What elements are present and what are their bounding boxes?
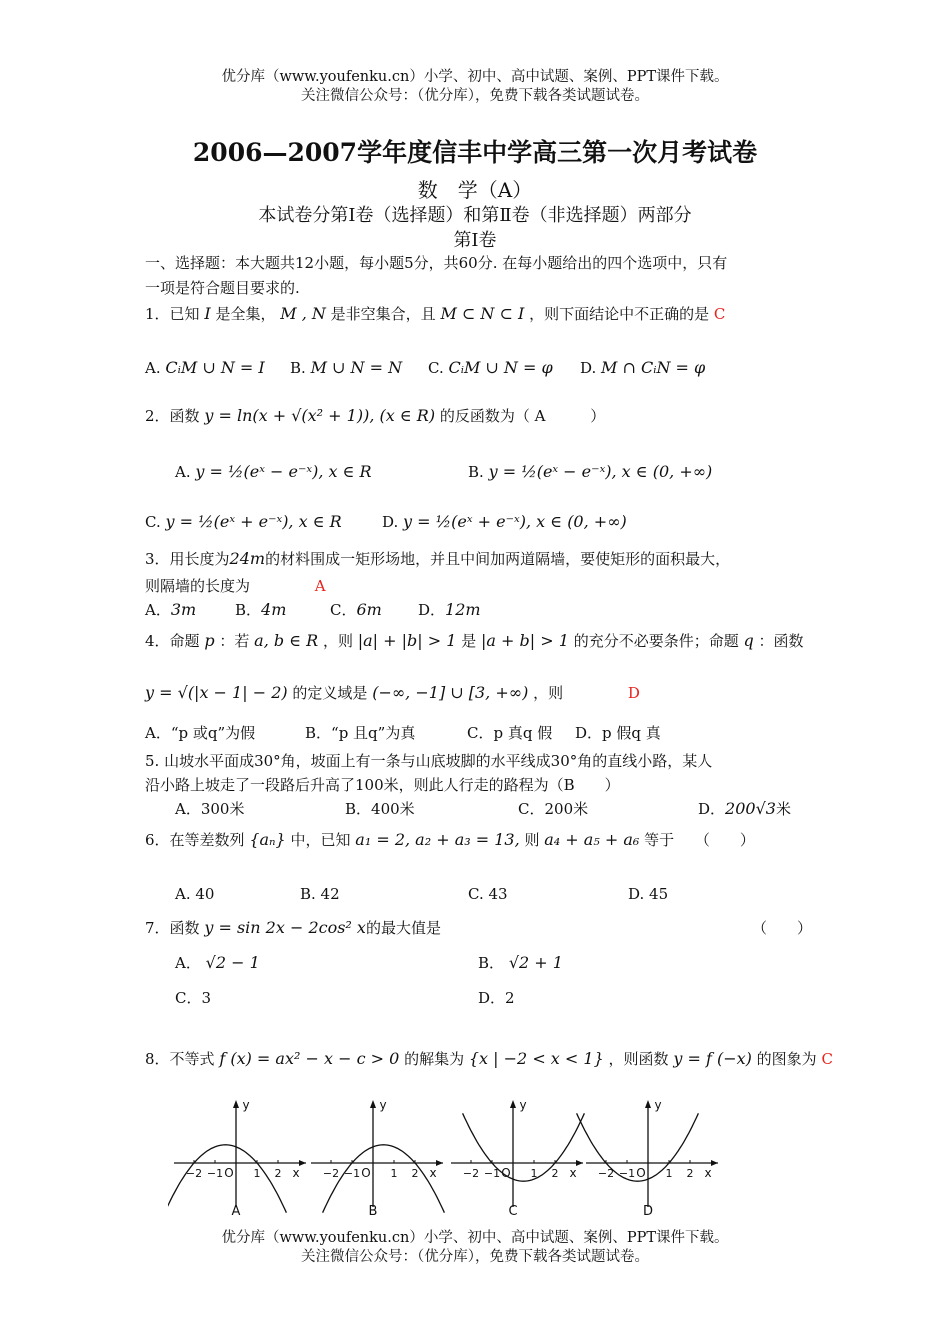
q1-option-b: B. M ∪ N = N xyxy=(290,358,403,377)
q5-option-d: D．200√3米 xyxy=(698,799,791,818)
q5-option-c: C．200米 xyxy=(518,800,589,818)
footer-line-1: 优分库（www.youfenku.cn）小学、初中、高中试题、案例、PPT课件下载。 xyxy=(221,1230,729,1246)
q5-stem-1: 5. 山坡水平面成30°角，坡面上有一条与山底坡脚的水平线成30°角的直线小路，某人 xyxy=(145,752,713,770)
graph-tick-label: −2 xyxy=(462,1167,480,1180)
graph-panel-label: A xyxy=(231,1204,241,1219)
q7-option-d: D．2 xyxy=(478,989,515,1007)
q3-option-b: B．4m xyxy=(235,600,287,619)
graph-panel-label: D xyxy=(642,1204,654,1219)
q6-option-a: A. 40 xyxy=(175,885,215,903)
q3-option-d: D．12m xyxy=(418,600,481,619)
graph-tick-label: −1 xyxy=(206,1167,224,1180)
q7-option-c: C．3 xyxy=(175,989,212,1007)
q2-answer: A xyxy=(534,407,546,425)
q5-stem-2: 沿小路上坡走了一段路后升高了100米，则此人行走的路程为（B ） xyxy=(145,776,620,794)
graph-tick-label: −2 xyxy=(185,1167,203,1180)
exam-structure: 本试卷分第Ⅰ卷（选择题）和第Ⅱ卷（非选择题）两部分 xyxy=(258,205,692,226)
q1-option-d: D. M ∩ CᵢN = φ xyxy=(580,358,706,377)
section-intro-1: 一、选择题：本大题共12小题，每小题5分，共60分. 在每小题给出的四个选项中，只有 xyxy=(145,254,728,272)
graph-origin-label: O xyxy=(224,1166,234,1180)
graph-curve xyxy=(463,1113,585,1181)
q4-option-c: C．p 真q 假 xyxy=(467,724,553,742)
graph-x-label: x xyxy=(429,1166,437,1180)
graph-y-label: y xyxy=(654,1098,662,1112)
graph-origin-label: O xyxy=(636,1166,646,1180)
header-line-1: 优分库（www.youfenku.cn）小学、初中、高中试题、案例、PPT课件下载。 xyxy=(221,69,729,85)
graph-tick-label: 1 xyxy=(390,1167,398,1180)
exam-subject: 数 学（A） xyxy=(417,178,533,202)
q6-option-d: D. 45 xyxy=(628,885,669,903)
graph-tick-label: 2 xyxy=(551,1167,559,1180)
q3-answer: A xyxy=(314,577,326,595)
q1-stem: 1．已知 I 是全集， M , N 是非空集合，且 M ⊂ N ⊂ I ，则下面结论中不正确的是 C xyxy=(145,304,726,323)
graph-tick-label: −2 xyxy=(322,1167,340,1180)
q7-option-b: B． √2 + 1 xyxy=(478,953,563,972)
graph-y-label: y xyxy=(379,1098,387,1112)
graph-tick-label: −1 xyxy=(483,1167,501,1180)
q6-stem: 6．在等差数列 {aₙ} 中，已知 a₁ = 2, a₂ + a₃ = 13, 则 a₄ + a₅ + a₆ 等于 （ ） xyxy=(145,830,755,849)
q8-graphs xyxy=(168,1095,748,1220)
graph-y-arrow xyxy=(510,1100,516,1108)
graph-tick-label: 2 xyxy=(411,1167,419,1180)
q7-stem: 7．函数 y = sin 2x − 2cos² x的最大值是 xyxy=(145,918,441,937)
q7-option-a: A． √2 − 1 xyxy=(175,953,260,972)
q8-stem: 8．不等式 f (x) = ax² − x − c > 0 的解集为 {x | −2 < x < 1} ，则函数 y = f (−x) 的图象为 C xyxy=(145,1049,833,1068)
graph-x-arrow xyxy=(299,1160,306,1166)
q6-option-b: B. 42 xyxy=(300,885,340,903)
q3-stem-1: 3．用长度为24m的材料围成一矩形场地，并且中间加两道隔墙，要使矩形的面积最大， xyxy=(145,549,731,568)
graph-panel-label: B xyxy=(368,1204,378,1219)
graph-origin-label: O xyxy=(501,1166,511,1180)
graph-y-arrow xyxy=(370,1100,376,1108)
q4-stem-1: 4．命题 p ：若 a, b ∈ R ，则 |a| + |b| > 1 是 |a + b| > 1 的充分不必要条件；命题 q ：函数 xyxy=(145,631,804,650)
graph-tick-label: 2 xyxy=(686,1167,694,1180)
graph-tick-label: −1 xyxy=(343,1167,361,1180)
q2-option-b: B. y = ½(eˣ − e⁻ˣ), x ∈ (0, +∞) xyxy=(468,462,713,481)
q8-answer: C xyxy=(821,1050,833,1068)
graph-tick-label: 1 xyxy=(253,1167,261,1180)
q3-stem-2: 则隔墙的长度为 A xyxy=(145,577,326,595)
graph-tick-label: −2 xyxy=(597,1167,615,1180)
graph-tick-label: 1 xyxy=(530,1167,538,1180)
q1-option-a: A. CᵢM ∪ N = I xyxy=(145,358,265,377)
graph-origin-label: O xyxy=(361,1166,371,1180)
graph-y-label: y xyxy=(242,1098,250,1112)
q6-option-c: C. 43 xyxy=(468,885,508,903)
graph-x-label: x xyxy=(292,1166,300,1180)
q4-answer: D xyxy=(627,684,640,702)
graph-x-label: x xyxy=(704,1166,712,1180)
graph-tick-label: 2 xyxy=(274,1167,282,1180)
q5-option-b: B．400米 xyxy=(345,800,415,818)
q2-option-a: A. y = ½(eˣ − e⁻ˣ), x ∈ R xyxy=(175,462,372,481)
graph-curve xyxy=(323,1145,445,1213)
graph-tick-label: 1 xyxy=(665,1167,673,1180)
exam-title: 2006—2007学年度信丰中学高三第一次月考试卷 xyxy=(192,138,758,167)
footer-line-2: 关注微信公众号：（优分库），免费下载各类试题试卷。 xyxy=(301,1249,649,1265)
graph-panel-label: C xyxy=(508,1204,518,1219)
q4-option-a: A．“p 或q”为假 xyxy=(145,724,256,742)
graph-x-label: x xyxy=(569,1166,577,1180)
q2-option-c: C. y = ½(eˣ + e⁻ˣ), x ∈ R xyxy=(145,512,342,531)
q5-answer: B xyxy=(563,776,575,794)
q4-stem-2: y = √(|x − 1| − 2) 的定义域是 (−∞, −1] ∪ [3, +∞) ，则 D xyxy=(145,683,640,702)
header-line-2: 关注微信公众号：（优分库），免费下载各类试题试卷。 xyxy=(301,88,649,104)
graph-y-arrow xyxy=(233,1100,239,1108)
section-intro-2: 一项是符合题目要求的. xyxy=(145,279,300,297)
q2-option-d: D. y = ½(eˣ + e⁻ˣ), x ∈ (0, +∞) xyxy=(382,512,627,531)
graph-y-arrow xyxy=(645,1100,651,1108)
q2-stem: 2．函数 y = ln(x + √(x² + 1)), (x ∈ R) 的反函数为（ A ） xyxy=(145,406,606,425)
q4-option-b: B．“p 且q”为真 xyxy=(305,724,416,742)
graph-tick-label: −1 xyxy=(618,1167,636,1180)
q4-option-d: D．p 假q 真 xyxy=(575,724,661,742)
q3-option-c: C．6m xyxy=(330,600,382,619)
graph-x-arrow xyxy=(576,1160,583,1166)
q3-option-a: A．3m xyxy=(145,600,197,619)
q1-answer: C xyxy=(713,305,726,323)
graph-x-arrow xyxy=(711,1160,718,1166)
q1-option-c: C. CᵢM ∪ N = φ xyxy=(428,358,553,377)
graph-x-arrow xyxy=(436,1160,443,1166)
q7-paren: （ ） xyxy=(752,919,813,937)
graph-y-label: y xyxy=(519,1098,527,1112)
exam-part: 第Ⅰ卷 xyxy=(453,230,497,251)
q5-option-a: A．300米 xyxy=(175,800,245,818)
